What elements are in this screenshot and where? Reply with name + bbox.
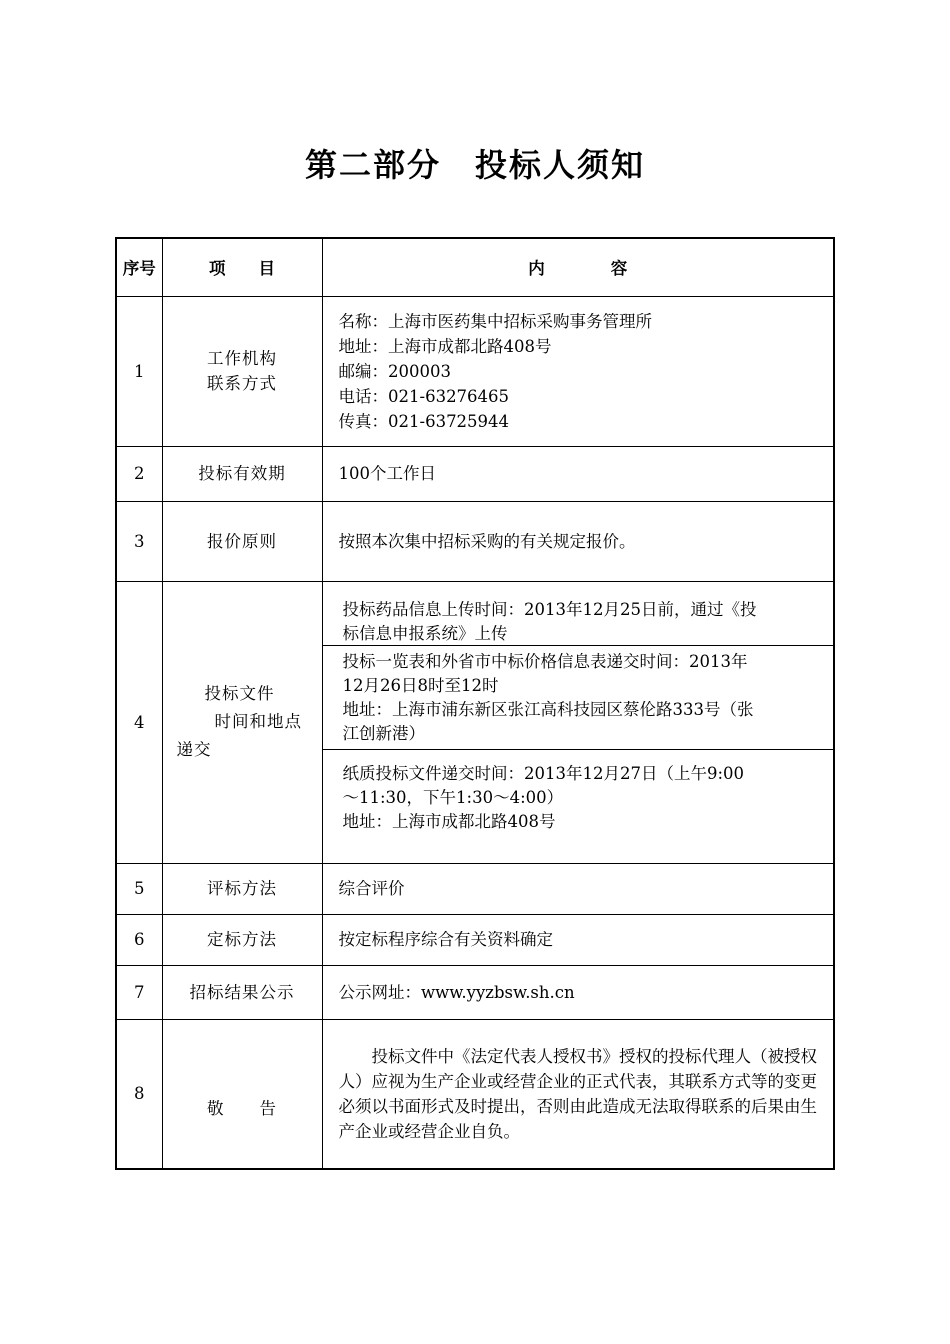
row-num: 8 (116, 1019, 162, 1169)
row-num: 1 (116, 296, 162, 446)
contact-postcode: 邮编：200003 (338, 361, 451, 381)
row-content (322, 296, 834, 446)
item-line: 工作机构 (207, 349, 277, 368)
row-content-notice: 投标文件中《法定代表人授权书》授权的投标代理人（被授权人）应视为生产企业或经营企业的正式代表，其联系方式等的变更必须以书面形式及时提出，否则由此造成无法取得联系的后果由生产企业或经营企业自负。 (322, 1019, 834, 1169)
row-item (162, 581, 322, 863)
contact-address: 地址：上海市成都北路408号 (338, 336, 552, 356)
row-item: 报价原则 (162, 501, 322, 581)
sub-cell-paper-docs: 纸质投标文件递交时间：2013年12月27日（上午9:00 ～11:30，下午1:30～4:00） 地址：上海市成都北路408号 (323, 749, 834, 862)
row-item (162, 296, 322, 446)
sub-cell-bid-list: 投标一览表和外省市中标价格信息表递交时间：2013年 12月26日8时至12时 地址：上海市浦东新区张江高科技园区蔡伦路333号（张 江创新港） (323, 645, 834, 749)
item-line: 投标文件 (204, 684, 275, 703)
row-num: 6 (116, 914, 162, 965)
header-num: 序号 (116, 238, 162, 296)
title-name: 投标人须知 (475, 146, 646, 184)
title-part: 第二部分 (304, 146, 441, 184)
row-item: 评标方法 (162, 863, 322, 914)
item-line: 联系方式 (207, 374, 277, 393)
row-num: 4 (116, 581, 162, 863)
contact-phone: 电话：021-63276465 (338, 386, 510, 406)
header-item: 项 目 (162, 238, 322, 296)
row-num: 5 (116, 863, 162, 914)
page-title (0, 140, 950, 186)
table-row (116, 446, 834, 501)
table-row (116, 296, 834, 446)
row-content: 公示网址：www.yyzbsw.sh.cn (322, 965, 834, 1019)
item-line: 递交 (176, 740, 212, 759)
row-num: 7 (116, 965, 162, 1019)
contact-name: 名称：上海市医药集中招标采购事务管理所 (338, 311, 652, 331)
item-line: 时间和地点 (214, 712, 302, 731)
table-row (116, 1019, 834, 1169)
table-header-row (116, 238, 834, 296)
sub-cell-upload: 投标药品信息上传时间：2013年12月25日前，通过《投 标信息申报系统》上传 (342, 600, 757, 643)
bidder-instructions-table (115, 237, 835, 1170)
row-item: 招标结果公示 (162, 965, 322, 1019)
row-item: 敬 告 (162, 1019, 322, 1169)
row-content-group (322, 581, 834, 863)
table-row (116, 914, 834, 965)
row-content: 按照本次集中招标采购的有关规定报价。 (322, 501, 834, 581)
row-num: 2 (116, 446, 162, 501)
row-content: 按定标程序综合有关资料确定 (322, 914, 834, 965)
table-row (116, 863, 834, 914)
row-num: 3 (116, 501, 162, 581)
contact-fax: 传真：021-63725944 (338, 411, 510, 431)
table-row (116, 501, 834, 581)
row-item: 定标方法 (162, 914, 322, 965)
table-row (116, 581, 834, 863)
header-content: 内 容 (322, 238, 834, 296)
row-content: 综合评价 (322, 863, 834, 914)
row-item: 投标有效期 (162, 446, 322, 501)
table-row (116, 965, 834, 1019)
row-content: 100个工作日 (322, 446, 834, 501)
